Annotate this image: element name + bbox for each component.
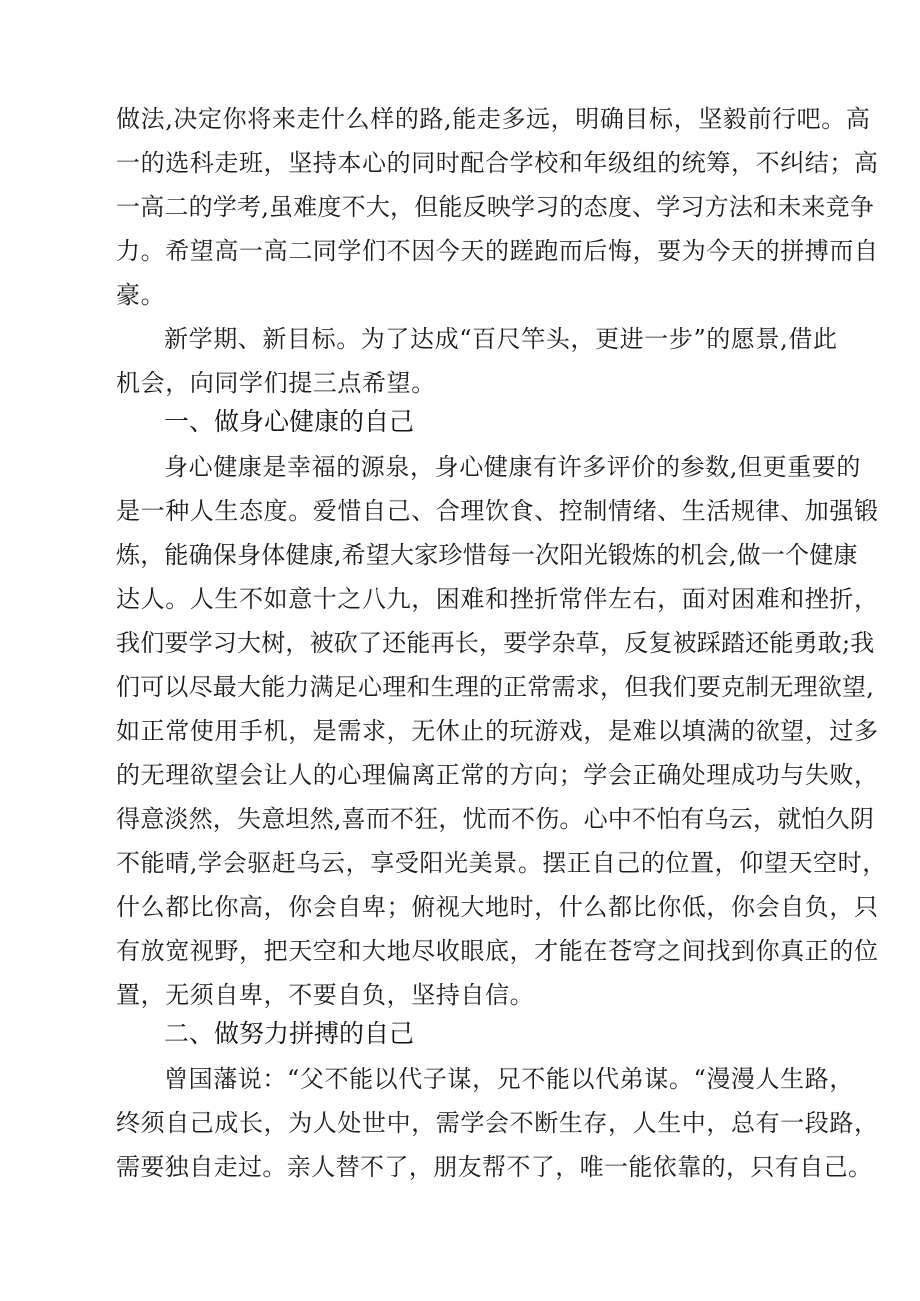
paragraph-1-line-3: 一高二的学考,虽难度不大，但能反映学习的态度、学习方法和未来竞争: [116, 193, 875, 221]
paragraph-3-line-7: 如正常使用手机，是需求，无休止的玩游戏，是难以填满的欲望，过多: [116, 717, 879, 745]
paragraph-2-line-1: 新学期、新目标。为了达成“百尺竿头，更进一步”的愿景,借此: [164, 325, 838, 353]
paragraph-3-line-13: 置，无须自卑，不要自负，坚持自信。: [116, 981, 535, 1009]
paragraph-3-line-2: 是一种人生态度。爱惜自己、合理饮食、控制情绪、生活规律、加强锻: [116, 497, 879, 525]
paragraph-1-line-1: 做法,决定你将来走什么样的路,能走多远，明确目标，坚毅前行吧。高: [116, 105, 871, 133]
section-heading-1: 一、做身心健康的自己: [164, 407, 415, 436]
paragraph-3-line-10: 不能晴,学会驱赶乌云，享受阳光美景。摆正自己的位置，仰望天空时，: [116, 849, 887, 877]
paragraph-4-line-2: 终须自己成长，为人处世中，需学会不断生存，人生中，总有一段路，: [116, 1109, 879, 1137]
paragraph-3-line-6: 们可以尽最大能力满足心理和生理的正常需求，但我们要克制无理欲望,: [116, 673, 875, 701]
paragraph-1-line-4: 力。希望高一高二同学们不因今天的蹉跑而后悔，要为今天的拼搏而自: [116, 237, 879, 265]
paragraph-4-line-1: 曾国藩说：“父不能以代子谋，兄不能以代弟谋。“漫漫人生路，: [164, 1065, 854, 1093]
paragraph-3-line-4: 达人。人生不如意十之八九，困难和挫折常伴左右，面对困难和挫折，: [116, 585, 879, 613]
paragraph-2-line-2: 机会，向同学们提三点希望。: [116, 369, 436, 397]
paragraph-3-line-12: 有放宽视野，把天空和大地尽收眼底，才能在苍穹之间找到你真正的位: [116, 937, 879, 965]
paragraph-3-line-5: 我们要学习大树，被砍了还能再长，要学杂草，反复被踩踏还能勇敢;我: [116, 629, 875, 657]
paragraph-3-line-9: 得意淡然，失意坦然,喜而不狂，忧而不伤。心中不怕有乌云，就怕久阴: [116, 805, 875, 833]
section-heading-2: 二、做努力拼搏的自己: [164, 1019, 415, 1048]
paragraph-3-line-1: 身心健康是幸福的源泉，身心健康有许多评价的参数,但更重要的: [164, 453, 862, 481]
paragraph-1-line-5: 豪。: [116, 281, 166, 309]
paragraph-3-line-8: 的无理欲望会让人的心理偏离正常的方向；学会正确处理成功与失败，: [116, 761, 879, 789]
paragraph-3-line-3: 炼，能确保身体健康,希望大家珍惜每一次阳光锻炼的机会,做一个健康: [116, 541, 858, 569]
paragraph-4-line-3: 需要独自走过。亲人替不了，朋友帮不了，唯一能依靠的，只有自己。: [116, 1153, 873, 1181]
paragraph-3-line-11: 什么都比你高，你会自卑；俯视大地时，什么都比你低，你会自负，只: [116, 893, 879, 921]
paragraph-1-line-2: 一的选科走班，坚持本心的同时配合学校和年级组的统筹，不纠结；高: [116, 149, 879, 177]
